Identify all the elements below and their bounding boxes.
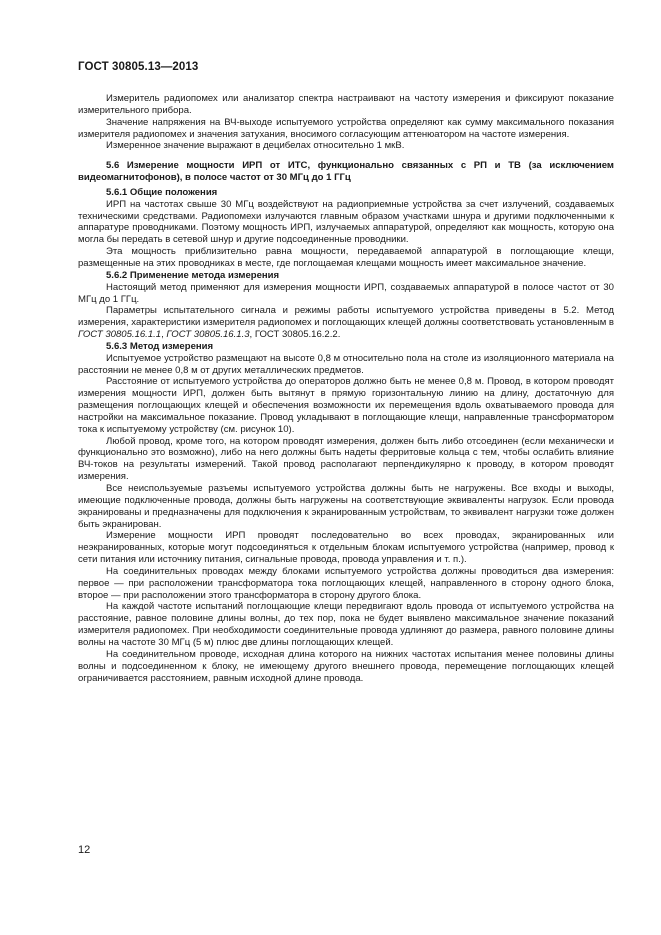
paragraph: Любой провод, кроме того, на котором проводят измерения, должен быть либо отсоединен (если механически и функционально это возможно), либо на него должны быть надеты ферритовые кольца с тем, чтобы ослабить влияние ВЧ-токов на результаты измерений. Такой провод располагают перпендикулярно к проводу, в котором проводят измерения. (78, 435, 614, 483)
paragraph: Все неиспользуемые разъемы испытуемого устройства должны быть не нагружены. Все входы и выходы, имеющие подключенные провода, должны быть нагружены на соответствующие эквиваленты нагрузок. Если провода экранированы и предназначены для подключения к экранированным устройствам, то эквивалент нагрузки тоже должен быть экранирован. (78, 483, 614, 530)
paragraph: Эта мощность приблизительно равна мощности, передаваемой аппаратурой в поглощающие клещи, размещенные на этих проводниках в месте, где поглощаемая клещами мощность имеет максимальное значение. (78, 246, 614, 269)
section-heading-5-6-2: 5.6.2 Применение метода измерения (106, 269, 280, 281)
standard-reference: ГОСТ 30805.16.1.3 (166, 329, 250, 341)
paragraph: На соединительных проводах между блоками испытуемого устройства должны проводиться два измерения: первое — при расположении трансформатора тока поглощающих клещей, направленного в сторону одного блока, второе — при расположении этого трансформатора в сторону другого блока. (78, 565, 614, 601)
standard-reference: ГОСТ 30805.16.1.1 (78, 329, 162, 341)
paragraph: Измерение мощности ИРП проводят последовательно во всех проводах, экранированных или неэкранированных, которые могут подсоединяться к отдельным блокам испытуемого устройства (например, провод к сети питания или источнику питания, сигнальные провода, провода управления и т. п.). (78, 530, 614, 566)
paragraph-references (78, 305, 614, 341)
paragraph: На соединительном проводе, исходная длина которого на нижних частотах испытания менее половины длины волны и подсоединенном к блоку, не имеющему другого внешнего провода, перемещение поглощающих клещей ограничивается расстоянием, равным исходной длине провода. (78, 648, 614, 684)
paragraph: ИРП на частотах свыше 30 МГц воздействуют на радиоприемные устройства за счет излучений, создаваемых техническими средствами. Радиопомехи излучаются главным образом участками шнура и другими подключенными к аппаратуре проводниками. Поэтому мощность ИРП, излучаемых аппаратурой, определяют как мощность, которую она могла бы передать в сетевой шнур и другие подсоединенные проводники. (78, 198, 614, 246)
paragraph: Измеритель радиопомех или анализатор спектра настраивают на частоту измерения и фиксируют показание измерительного прибора. (78, 93, 614, 116)
paragraph: Измеренное значение выражают в децибелах относительно 1 мкВ. (106, 140, 405, 152)
section-heading-5-6: 5.6 Измерение мощности ИРП от ИТС, функционально связанных с РП и ТВ (за исключением видеомагнитофонов), в полосе частот от 30 МГц до 1 ГГц (78, 160, 614, 184)
paragraph-text: , ГОСТ 30805.16.2.2. (249, 329, 341, 341)
document-body (78, 90, 614, 684)
paragraph: Расстояние от испытуемого устройства до операторов должно быть не менее 0,8 м. Провод, в котором проводят измерения мощности ИРП, должен быть вытянут в прямую горизонтальную линию на длину, достаточную для размещения поглощающих клещей и обеспечения возможности их перемещения вдоль охватываемого провода для настройки на максимальное показание. Провод укладывают в поглощающие клещи, направленные трансформатором тока к испытуемому устройству (см. рисунок 10). (78, 376, 614, 435)
section-heading-5-6-1: 5.6.1 Общие положения (106, 186, 218, 198)
section-heading-5-6-3: 5.6.3 Метод измерения (106, 340, 214, 352)
paragraph: Настоящий метод применяют для измерения мощности ИРП, создаваемых аппаратурой в полосе частот от 30 МГц до 1 ГГц. (78, 281, 614, 305)
separator: , (161, 329, 167, 341)
page-number: 12 (78, 844, 91, 856)
paragraph: Испытуемое устройство размещают на высоте 0,8 м относительно пола на столе из изоляционного материала на расстоянии не менее 0,8 м от других металлических предметов. (78, 352, 614, 376)
paragraph: Значение напряжения на ВЧ-выходе испытуемого устройства определяют как сумму максимального показания измерителя радиопомех и значения затухания, вносимого согласующим аттенюатором на частоте измерения. (78, 116, 614, 140)
paragraph-text: Параметры испытательного сигнала и режимы работы испытуемого устройства приведены в 5.2. Метод измерения, характеристики измерителя радиопомех и поглощающих клещей должны соответствовать установленным в (78, 305, 614, 329)
document-header: ГОСТ 30805.13—2013 (78, 61, 199, 73)
paragraph: На каждой частоте испытаний поглощающие клещи передвигают вдоль провода от испытуемого устройства на расстояние, равное половине длины волны, до тех пор, пока не будет выявлено максимальное значение показаний измерителя радиопомех. При необходимости соединительные провода удлиняют до размера, равного половине длины волны на частоте 30 МГц (5 м) плюс две длины поглощающих клещей. (78, 601, 614, 648)
